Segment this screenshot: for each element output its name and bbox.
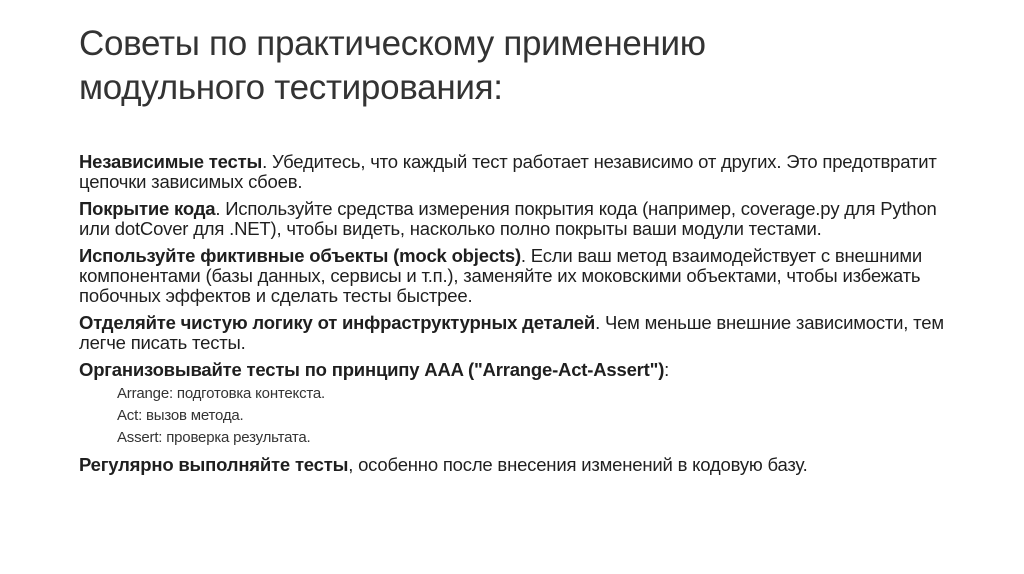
tip-heading: Регулярно выполняйте тесты <box>79 454 349 475</box>
tip-heading: Покрытие кода <box>79 198 216 219</box>
tip-independent-tests <box>79 152 959 192</box>
tip-text: , особенно после внесения изменений в кодовую базу. <box>348 454 808 475</box>
tip-text: . Убедитесь, что каждый тест работает независимо от других. Это предотвратит цепочки зависимых сбоев. <box>79 151 937 192</box>
aaa-item-act: Act: вызов метода. <box>117 407 244 424</box>
tip-heading: Используйте фиктивные объекты (mock objects) <box>79 245 521 266</box>
slide-title-line-1: Советы по практическому применению <box>79 24 706 63</box>
tip-aaa <box>79 360 959 380</box>
tip-text: . Если ваш метод взаимодействует с внешними компонентами (базы данных, сервисы и т.п.), заменяйте их моковскими объектами, чтобы избежать побочных эффектов и сделать тесты быстрее. <box>79 245 923 306</box>
tip-text: . Чем меньше внешние зависимости, тем легче писать тесты. <box>79 312 944 353</box>
aaa-sublist <box>117 383 959 449</box>
tip-text: . Используйте средства измерения покрытия кода (например, coverage.py для Python или dotCover для .NET), чтобы видеть, насколько полно покрыты ваши модули тестами. <box>79 198 937 239</box>
tip-heading: Отделяйте чистую логику от инфраструктурных деталей <box>79 312 596 333</box>
tip-separate-logic <box>79 313 959 353</box>
tip-heading: Организовывайте тесты по принципу AAA ("Arrange-Act-Assert") <box>79 359 665 380</box>
tips-list <box>79 152 959 482</box>
slide-title-line-2: модульного тестирования: <box>79 68 503 107</box>
tip-mock-objects <box>79 246 959 306</box>
tip-code-coverage <box>79 199 959 239</box>
tip-run-regularly <box>79 455 959 475</box>
tip-heading: Независимые тесты <box>79 151 263 172</box>
slide-title <box>79 22 959 110</box>
aaa-item-assert: Assert: проверка результата. <box>117 429 311 446</box>
tip-text: : <box>664 359 670 380</box>
aaa-item-arrange: Arrange: подготовка контекста. <box>117 385 325 402</box>
